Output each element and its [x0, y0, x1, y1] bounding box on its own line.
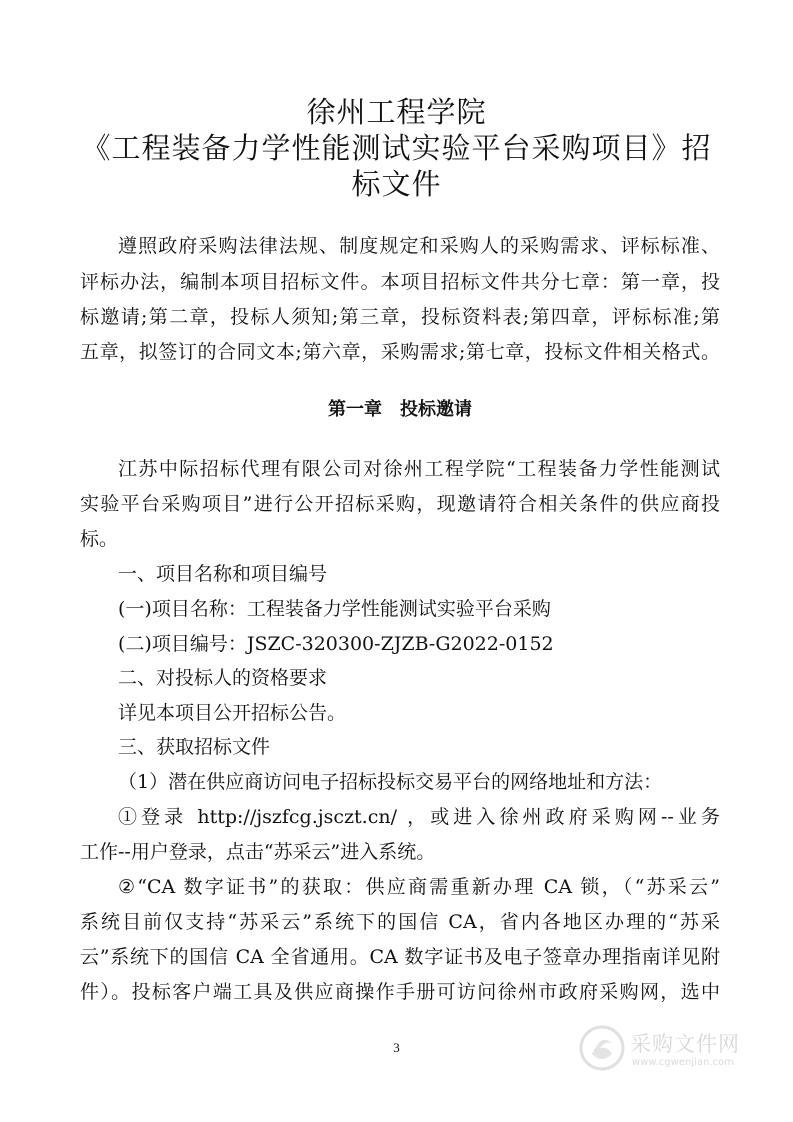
watermark-logo-icon	[578, 1024, 626, 1072]
watermark-url: www.cgwenjian.com	[632, 1057, 734, 1068]
ca-line-1: ②“CA 数字证书”的获取：供应商需重新办理 CA 锁，（“苏采云”	[118, 876, 720, 898]
page-number: 3	[393, 1040, 400, 1055]
section-heading-qualification: 二、对投标人的资格要求	[118, 667, 328, 689]
ca-line-4: 件）。投标客户端工具及供应商操作手册可访问徐州市政府采购网，选中	[80, 981, 720, 1003]
section-heading-obtain: 三、获取招标文件	[118, 736, 271, 758]
intro-line-3: 标邀请;第二章，投标人须知;第三章，投标资料表;第四章，评标标准;第	[80, 306, 720, 328]
project-name: (一)项目名称：工程装备力学性能测试实验平台采购	[118, 598, 551, 620]
intro-line-1: 遵照政府采购法律法规、制度规定和采购人的采购需求、评标标准、	[118, 235, 720, 257]
invitation-line-2: 实验平台采购项目”进行公开招标采购，现邀请符合相关条件的供应商投	[80, 493, 720, 515]
login-line-1: ①登录 http://jszfcg.jsczt.cn/ ，或进入徐州政府采购网--业务	[118, 806, 720, 828]
chapter-heading: 第一章 投标邀请	[328, 399, 472, 420]
document-title-line-1: 徐州工程学院	[306, 95, 487, 129]
ca-line-3: 云”系统下的国信 CA 全省通用。CA 数字证书及电子签章办理指南详见附	[80, 946, 720, 968]
qualification-text: 详见本项目公开招标公告。	[118, 702, 347, 724]
section-heading-project: 一、项目名称和项目编号	[118, 563, 328, 585]
document-title-line-2: 《工程装备力学性能测试实验平台采购项目》招	[81, 131, 712, 165]
document-title-line-3: 标文件	[351, 167, 442, 201]
obtain-item-1: （1）潜在供应商访问电子招标投标交易平台的网络地址和方法：	[118, 771, 663, 793]
project-number: (二)项目编号：JSZC-320300-ZJZB-G2022-0152	[118, 633, 554, 655]
intro-line-2: 评标办法，编制本项目招标文件。本项目招标文件共分七章：第一章，投	[80, 271, 720, 293]
invitation-line-1: 江苏中际招标代理有限公司对徐州工程学院“工程装备力学性能测试	[118, 458, 720, 480]
watermark	[578, 1024, 758, 1076]
invitation-line-3: 标。	[80, 528, 119, 550]
login-line-2: 工作--用户登录，点击“苏采云”进入系统。	[80, 841, 436, 863]
intro-line-4: 五章，拟签订的合同文本;第六章，采购需求;第七章，投标文件相关格式。	[80, 341, 720, 363]
watermark-name: 采购文件网	[630, 1032, 740, 1056]
ca-line-2: 系统目前仅支持“苏采云”系统下的国信 CA，省内各地区办理的“苏采	[80, 911, 720, 933]
